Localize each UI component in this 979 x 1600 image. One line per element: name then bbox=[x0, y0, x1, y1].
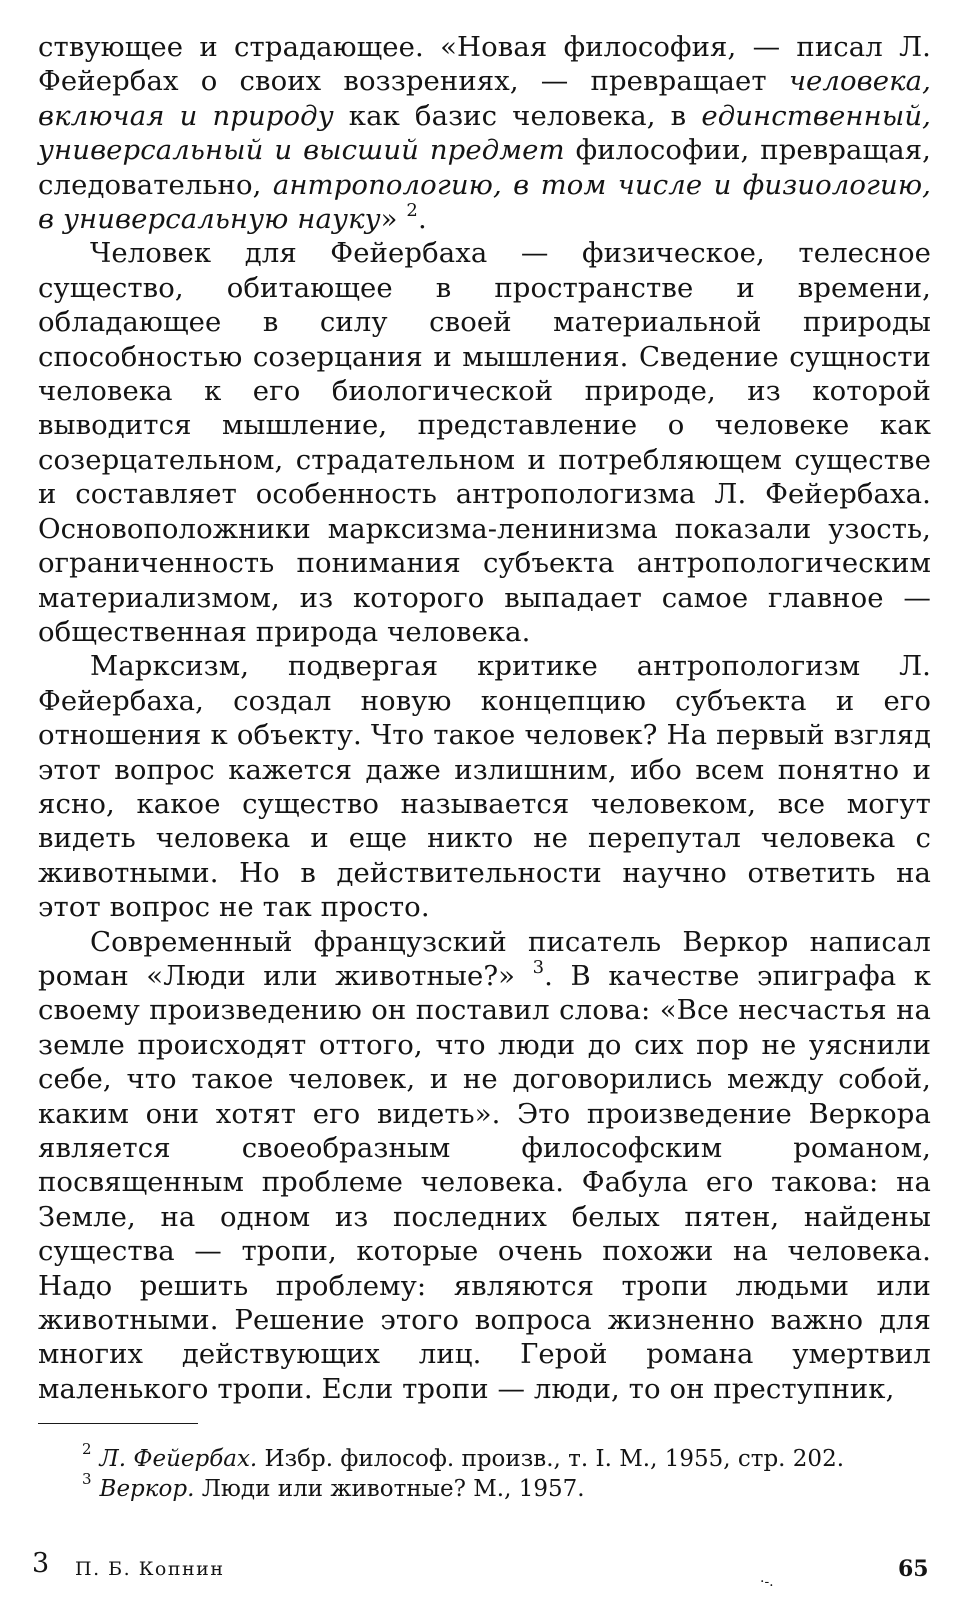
footnote-text: Люди или животные? М., 1957. bbox=[194, 1476, 585, 1502]
paragraph-1-text-c: философии, превращая, следовательно, bbox=[38, 134, 932, 201]
footnotes bbox=[82, 1440, 932, 1504]
footnote-divider bbox=[38, 1423, 198, 1424]
footnote-ref-3: 3 bbox=[532, 956, 545, 978]
print-speck: ·-. bbox=[760, 1574, 774, 1590]
page-number: 65 bbox=[898, 1556, 929, 1582]
running-author: П. Б. Копнин bbox=[75, 1558, 225, 1580]
paragraph-4-text-a: Современный французский писатель Веркор написал роман «Люди или животные?» bbox=[38, 925, 931, 992]
paragraph-4 bbox=[38, 925, 931, 1407]
paragraph-1-text-a: ствующее и страдающее. «Новая философия, — писал Л. Фейербах о своих воззрениях, — превращает bbox=[38, 31, 931, 98]
page-footer bbox=[0, 1548, 979, 1588]
footnote-text: Избр. философ. произв., т. I. М., 1955, стр. 202. bbox=[257, 1446, 845, 1472]
paragraph-1-text-d: » bbox=[380, 203, 407, 236]
paragraph-1 bbox=[38, 30, 931, 236]
paragraph-1-italic-a: человека, включая и природу bbox=[38, 65, 931, 132]
footnote-2 bbox=[82, 1440, 932, 1474]
footnote-number: 3 bbox=[82, 1470, 92, 1489]
paragraph-1-text-b: как базис человека, в bbox=[333, 99, 702, 132]
footnote-3 bbox=[82, 1470, 932, 1504]
paragraph-1-italic-c: антропологию, в том числе и физиологию, в универсальную науку bbox=[38, 168, 932, 236]
paragraph-4-text-b: . В качестве эпиграфа к своему произведению он поставил слова: «Все несчастья на земле происходят оттого, что люди до сих пор не уяснили себе, что такое человек, и не договорились между собой, каким они хотят его видеть». Это произведение Веркора является своеобразным философским романом, посвященным проблеме человека. Фабула его такова: на Земле, на одном из последних белых пятен, найдены существа — тропи, которые очень похожи на человека. Надо решить проблему: являются тропи людьми или животными. Решение этого вопроса жизненно важно для многих действующих лиц. Герой романа умертвил маленького тропи. Если тропи — люди, то он преступник, bbox=[38, 959, 931, 1405]
footnote-author: Л. Фейербах. bbox=[99, 1446, 258, 1472]
paragraph-3: Марксизм, подвергая критике антропологизм Л. Фейербаха, создал новую концепцию субъекта и его отношения к объекту. Что такое человек? На первый взгляд этот вопрос кажется даже излишним, ибо всем понятно и ясно, какое существо называется человеком, все могут видеть человека и еще никто не перепутал человека с животными. Но в действительности научно ответить на этот вопрос не так просто. bbox=[38, 650, 931, 924]
paragraph-2: Человек для Фейербаха — физическое, телесное существо, обитающее в пространстве и времени, обладающее в силу своей материальной природы способностью созерцания и мышления. Сведение сущности человека к его биологической природе, из которой выводится мышление, представление о человеке как созерцательном, страдательном и потребляющем существе и составляет особенность антропологизма Л. Фейербаха. Основоположники марксизма-ленинизма показали узость, ограниченность понимания субъекта антропологическим материализмом, из которого выпадает самое главное — общественная природа человека. bbox=[38, 237, 931, 648]
footnote-number: 2 bbox=[82, 1440, 92, 1459]
paragraph-1-italic-b: единственный, универсальный и высший предмет bbox=[38, 99, 931, 167]
footnote-author: Веркор. bbox=[99, 1476, 195, 1502]
footnote-ref-2: 2 bbox=[406, 199, 418, 221]
paragraph-1-text-e: . bbox=[417, 203, 427, 236]
signature-mark: 3 bbox=[32, 1548, 50, 1579]
page-body bbox=[38, 30, 931, 1406]
